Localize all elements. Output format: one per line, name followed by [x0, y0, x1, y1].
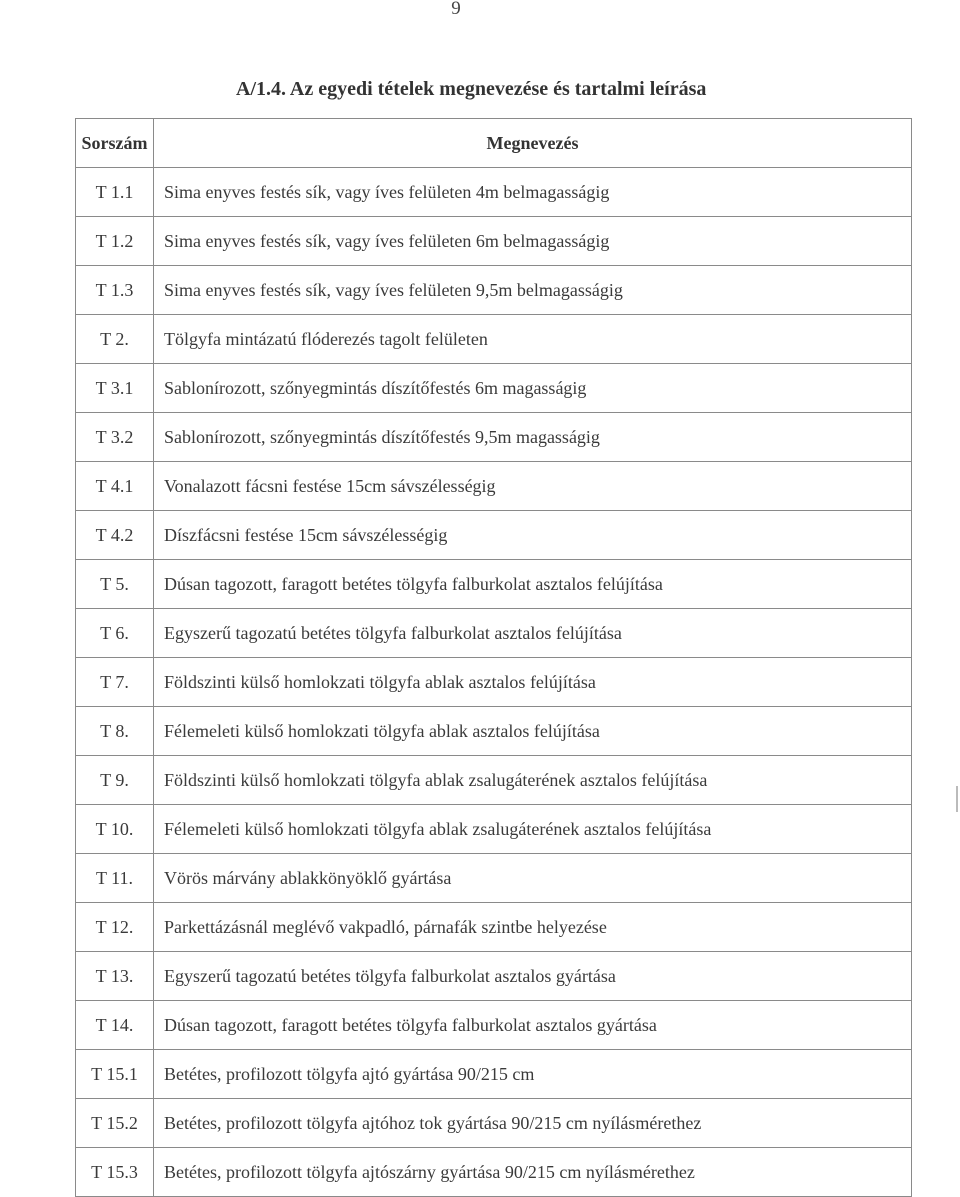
item-description: Földszinti külső homlokzati tölgyfa ablak asztalos felújítása [154, 658, 912, 707]
item-number: T 5. [76, 560, 154, 609]
item-description: Sablonírozott, szőnyegmintás díszítőfestés 6m magasságig [154, 364, 912, 413]
item-number: T 9. [76, 756, 154, 805]
items-table [75, 118, 912, 1197]
item-description: Dúsan tagozott, faragott betétes tölgyfa falburkolat asztalos gyártása [154, 1001, 912, 1050]
item-number: T 6. [76, 609, 154, 658]
table-row [76, 560, 912, 609]
item-description: Parkettázásnál meglévő vakpadló, párnafák szintbe helyezése [154, 903, 912, 952]
item-number: T 15.2 [76, 1099, 154, 1148]
table-row [76, 1001, 912, 1050]
item-description: Sima enyves festés sík, vagy íves felületen 4m belmagasságig [154, 168, 912, 217]
table-row [76, 217, 912, 266]
table-row [76, 315, 912, 364]
table-row [76, 805, 912, 854]
item-number: T 10. [76, 805, 154, 854]
item-description: Vonalazott fácsni festése 15cm sávszélességig [154, 462, 912, 511]
table-row [76, 1050, 912, 1099]
item-description: Dúsan tagozott, faragott betétes tölgyfa falburkolat asztalos felújítása [154, 560, 912, 609]
item-number: T 11. [76, 854, 154, 903]
table-row [76, 462, 912, 511]
item-description: Tölgyfa mintázatú flóderezés tagolt felületen [154, 315, 912, 364]
item-number: T 2. [76, 315, 154, 364]
table-row [76, 168, 912, 217]
table-row [76, 266, 912, 315]
item-description: Földszinti külső homlokzati tölgyfa ablak zsalugáterének asztalos felújítása [154, 756, 912, 805]
item-number: T 1.1 [76, 168, 154, 217]
item-description: Betétes, profilozott tölgyfa ajtószárny gyártása 90/215 cm nyílásmérethez [154, 1148, 912, 1197]
item-description: Egyszerű tagozatú betétes tölgyfa falburkolat asztalos gyártása [154, 952, 912, 1001]
item-number: T 3.1 [76, 364, 154, 413]
item-description: Sablonírozott, szőnyegmintás díszítőfestés 9,5m magasságig [154, 413, 912, 462]
table-row [76, 364, 912, 413]
page-number: 9 [451, 0, 461, 19]
table-row [76, 413, 912, 462]
table-row [76, 756, 912, 805]
item-number: T 4.1 [76, 462, 154, 511]
table-header-row [76, 119, 912, 168]
table-body [76, 168, 912, 1197]
table-row [76, 511, 912, 560]
item-number: T 1.3 [76, 266, 154, 315]
item-description: Vörös márvány ablakkönyöklő gyártása [154, 854, 912, 903]
table-row [76, 707, 912, 756]
table-row [76, 609, 912, 658]
item-number: T 14. [76, 1001, 154, 1050]
item-number: T 8. [76, 707, 154, 756]
item-description: Sima enyves festés sík, vagy íves felületen 6m belmagasságig [154, 217, 912, 266]
item-number: T 13. [76, 952, 154, 1001]
table-row [76, 903, 912, 952]
item-number: T 12. [76, 903, 154, 952]
item-description: Betétes, profilozott tölgyfa ajtóhoz tok gyártása 90/215 cm nyílásmérethez [154, 1099, 912, 1148]
table-row [76, 854, 912, 903]
scan-edge-mark [956, 786, 958, 812]
item-number: T 3.2 [76, 413, 154, 462]
section-heading: A/1.4. Az egyedi tételek megnevezése és tartalmi leírása [236, 78, 707, 100]
item-description: Félemeleti külső homlokzati tölgyfa ablak asztalos felújítása [154, 707, 912, 756]
item-description: Félemeleti külső homlokzati tölgyfa ablak zsalugáterének asztalos felújítása [154, 805, 912, 854]
item-description: Díszfácsni festése 15cm sávszélességig [154, 511, 912, 560]
item-description: Egyszerű tagozatú betétes tölgyfa falburkolat asztalos felújítása [154, 609, 912, 658]
table-row [76, 1148, 912, 1197]
item-number: T 1.2 [76, 217, 154, 266]
item-number: T 15.3 [76, 1148, 154, 1197]
column-header-name: Megnevezés [154, 119, 912, 168]
table-row [76, 952, 912, 1001]
item-description: Betétes, profilozott tölgyfa ajtó gyártása 90/215 cm [154, 1050, 912, 1099]
item-number: T 7. [76, 658, 154, 707]
column-header-number: Sorszám [76, 119, 154, 168]
item-description: Sima enyves festés sík, vagy íves felületen 9,5m belmagasságig [154, 266, 912, 315]
item-number: T 15.1 [76, 1050, 154, 1099]
item-number: T 4.2 [76, 511, 154, 560]
table-row [76, 658, 912, 707]
table-row [76, 1099, 912, 1148]
